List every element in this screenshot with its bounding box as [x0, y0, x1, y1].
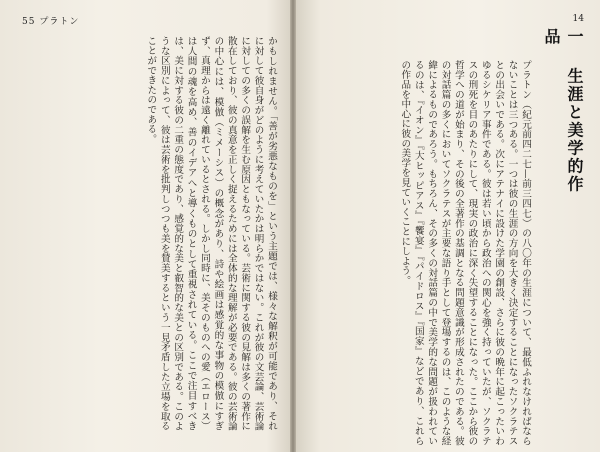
left-page	[0, 0, 290, 452]
chapter-number: 一	[565, 28, 584, 46]
running-head: 55 プラトン	[22, 17, 80, 27]
page-number: 14	[572, 14, 584, 24]
chapter-heading	[540, 28, 586, 198]
chapter-title: 生涯と美学的作品	[542, 28, 584, 194]
left-page-body-text: かもしれません。「善が劣悪なものを」という主題では、様々な解釈が可能であり、それに対して彼自身がどのように考えていたかは明らかではない。これが彼の文芸論、芸術論に対しての多くの誤解を生む原因ともなっている。芸術に関する彼の見解は多くの著作に散在しており、彼の真意を正しく捉えるためには全体的な理解が必要である。彼の芸術論の中心には、模倣（ミメーシス）の概念があり、詩や絵画は感覚的な事物の模倣にすぎず、真理からは遠く離れているとされる。しかし同時に、美そのものへの愛（エロース）は人間の魂を高め、善のイデアへと導くものとして重視されている。ここで注目すべきは、美に対する彼の二重の態度であり、感覚的な美と叡智的な美との区別である。このような区別によって、彼は芸術を批判しつつも美を賛美するという一見矛盾した立場を取ることができたのである。	[145, 36, 277, 431]
right-page-body-text: プラトン（紀元前四二七—前三四七）の八〇年の生涯について、最低ふれなければならないことは三つある。一つは彼の生涯の方向を大きく決定することになったソクラテスとの出会いである。次にアテナイに設けた学園の創設、さらに彼の晩年に起こったいわゆるシケリア事件である。彼は若い頃から政治への関心を強く持っていたが、ソクラテスの刑死を目のあたりにして、現実の政治に深く失望することになった。ここから彼の哲学への道が始まり、その後の全著作の基調となる問題意識が形成されたのである。彼の対話篇の多くにおいてソクラテスが主要な語り手として登場するのは、このような経緯によるものであろう。もちろん、その多くの対話篇の中で美学的な問題が扱われているのは、『イオン』『大ヒッピアス』『饗宴』『パイドロス』『国家』などであり、これらの作品を中心に彼の美学を見ていくことにしよう。	[399, 60, 531, 446]
right-page	[296, 0, 600, 452]
